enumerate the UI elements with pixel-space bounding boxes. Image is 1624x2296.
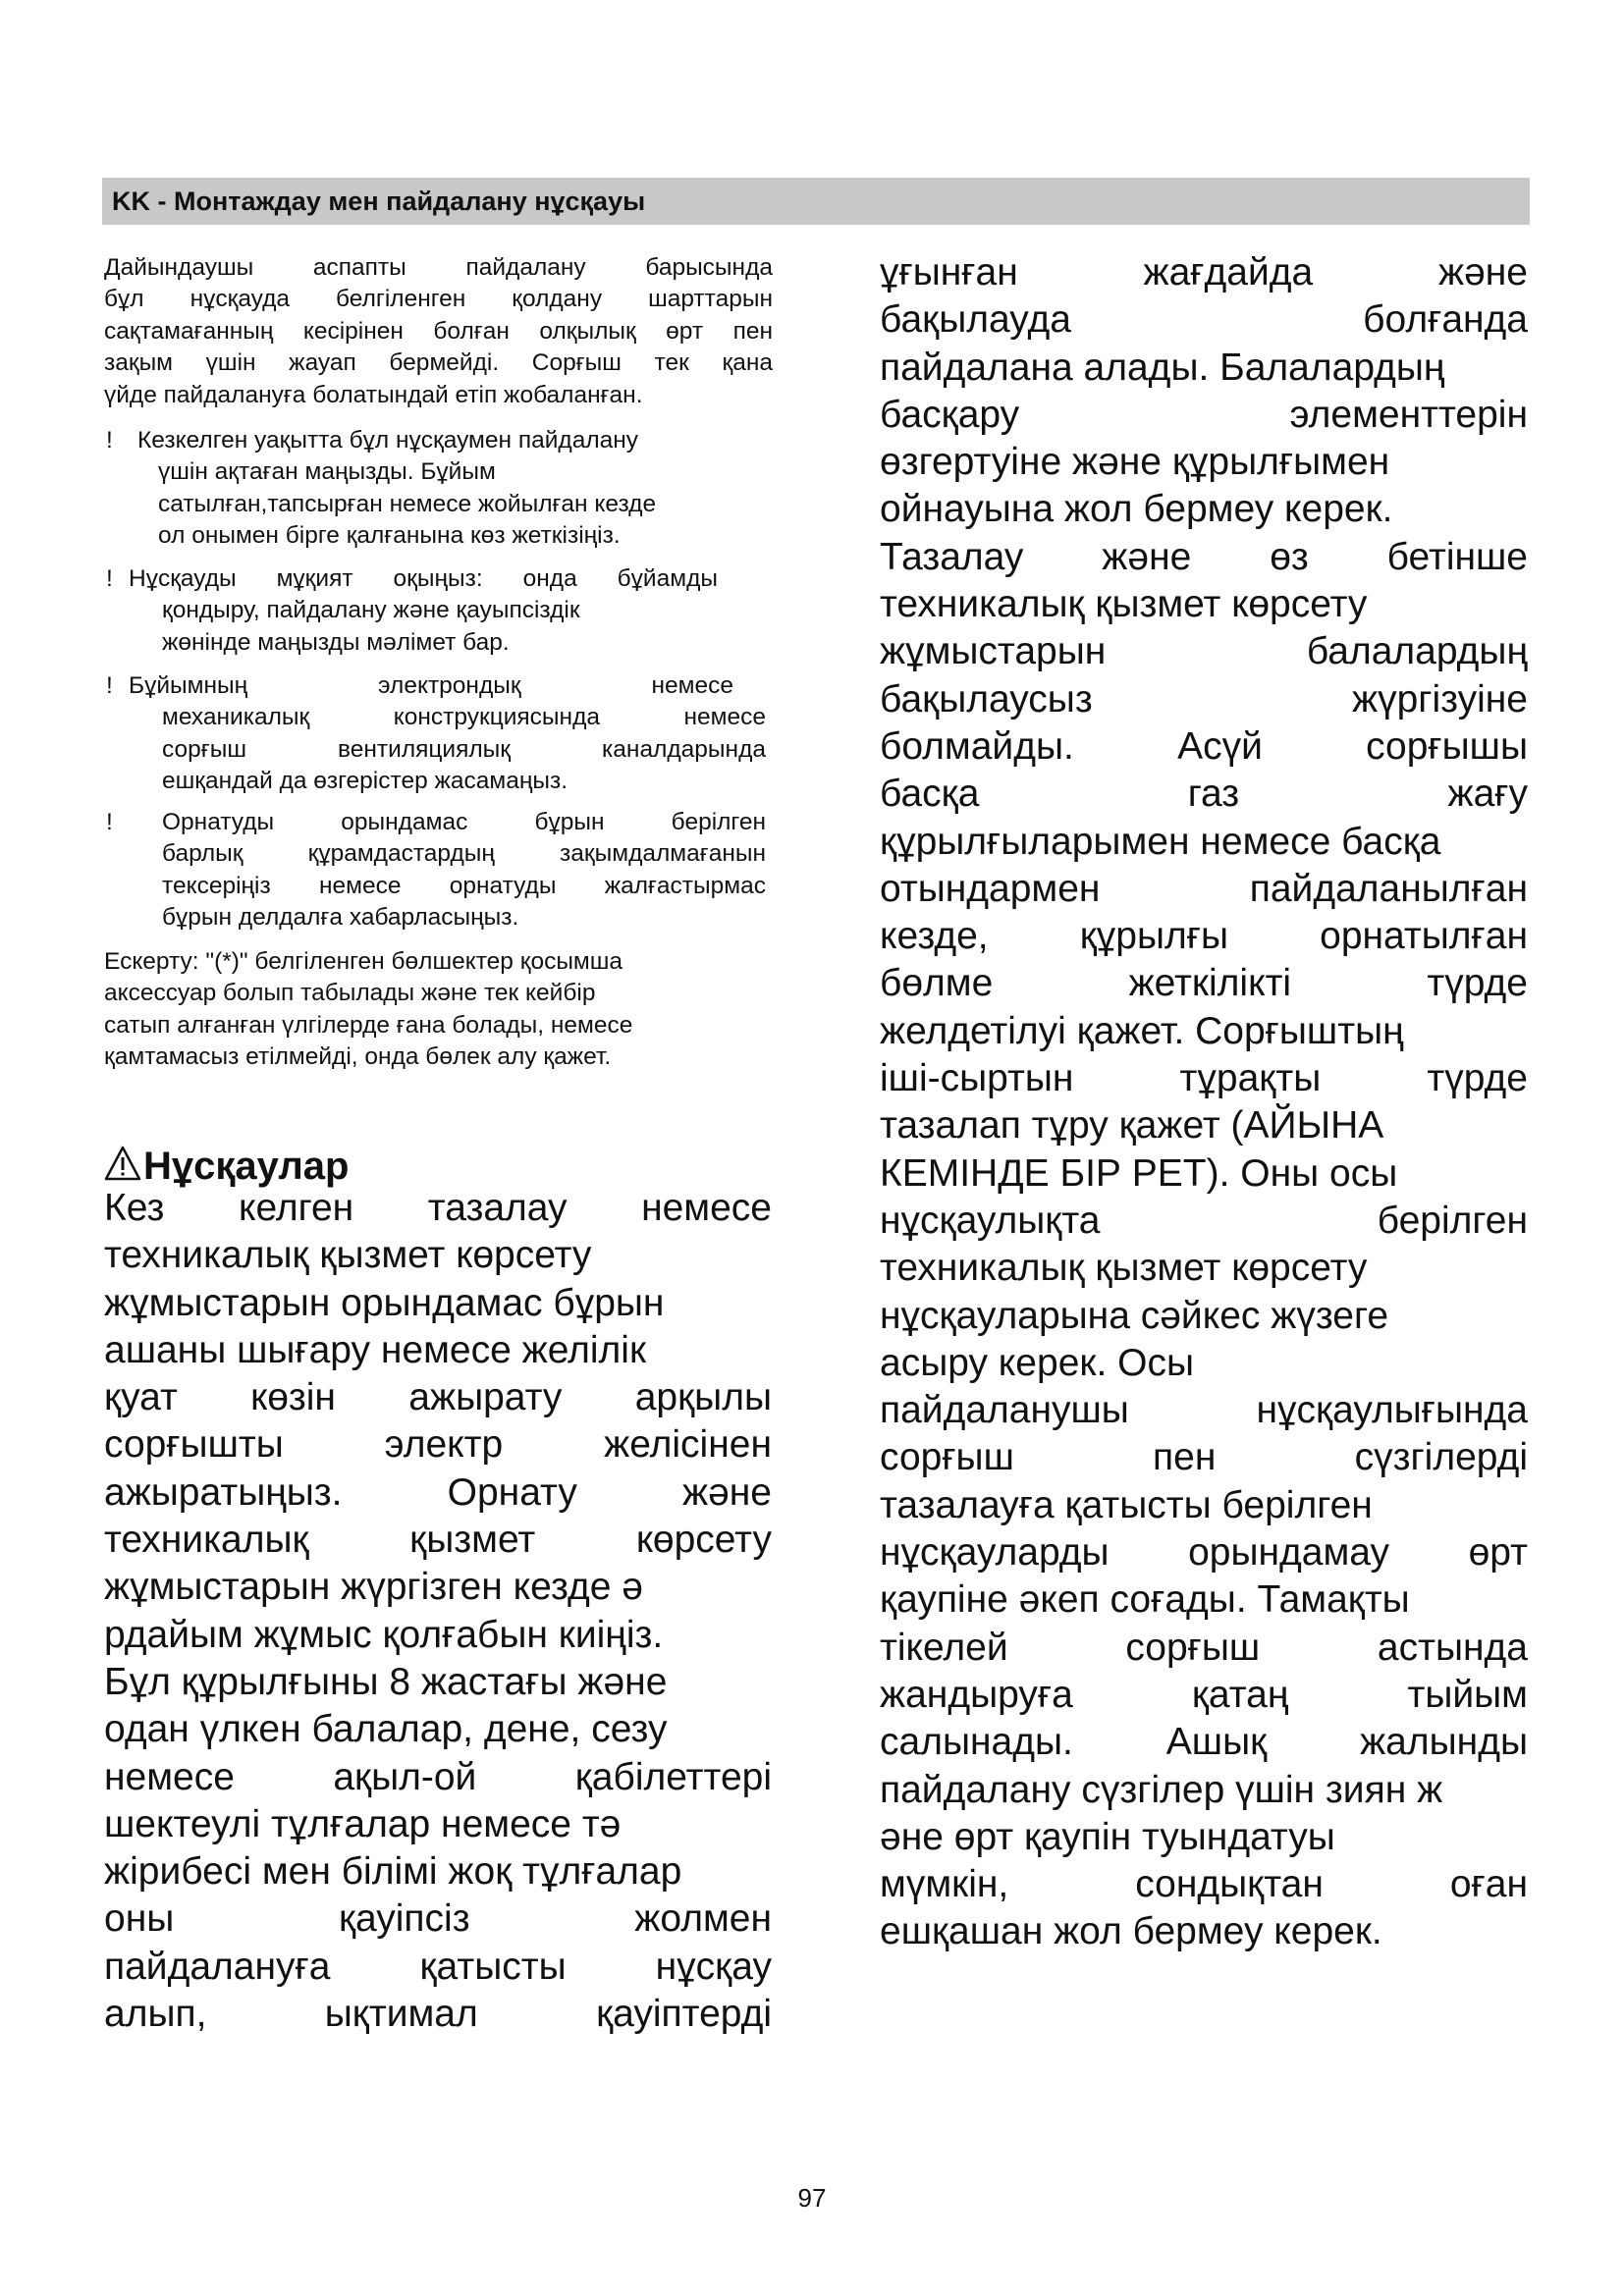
- note-line: бұрын делдалға хабарласыңыз.: [162, 904, 519, 932]
- note-mark: !: [106, 565, 113, 592]
- note-paragraph-cont: [162, 595, 702, 659]
- intro-line: зақым үшін жауап бермейді. Сорғыш тек қана: [104, 349, 773, 377]
- note-line: механикалық конструкциясында немесе: [162, 704, 766, 731]
- instructions-line: Бұл құрылғыны 8 жастағы және: [104, 1660, 668, 1703]
- note-mark: !: [106, 809, 113, 835]
- instructions-line: қуат көзін ажырату арқылы: [104, 1376, 772, 1419]
- note-line: жөнінде маңызды мәлімет бар.: [162, 628, 510, 656]
- instructions-line: рдайым жұмыс қолғабын киіңіз.: [104, 1613, 664, 1656]
- remark-line: Ескерту: "(*)" белгіленген бөлшектер қосымша: [104, 948, 623, 975]
- note-paragraph-cont: [158, 456, 767, 552]
- note-line: Кезкелген уақытта бұл нұсқаумен пайдалану: [137, 427, 639, 454]
- instructions-line: қаупіне әкеп соғады. Тамақты: [880, 1578, 1410, 1622]
- note-line: үшін ақтаған маңызды. Бұйым: [158, 458, 496, 486]
- intro-line: бұл нұсқауда белгіленген қолдану шарттарын: [104, 286, 773, 313]
- instructions-line: өзгертуіне және құрылғымен: [880, 441, 1390, 484]
- instructions-line: ешқашан жол бермеу керек.: [880, 1910, 1382, 1953]
- note-mark: !: [106, 427, 113, 454]
- note-mark: !: [106, 672, 113, 699]
- instructions-left-column: [104, 1185, 772, 2038]
- instructions-line: нұсқаулықта берілген: [880, 1199, 1528, 1242]
- remark-paragraph: [104, 946, 752, 1074]
- instructions-line: ажыратыңыз. Орнату және: [104, 1470, 772, 1514]
- instructions-line: тазалауға қатысты берілген: [880, 1483, 1373, 1526]
- instructions-line: болмайды. Асүй сорғышы: [880, 724, 1528, 768]
- remark-line: аксессуар болып табылады және тек кейбір: [104, 980, 596, 1007]
- instructions-line: іші-сыртын тұрақты түрде: [880, 1057, 1528, 1100]
- intro-line: Дайындаушы аспапты пайдалану барысында: [104, 254, 773, 281]
- instructions-heading-text: Нұсқаулар: [143, 1145, 350, 1188]
- instructions-line: ұғынған жағдайда және: [880, 251, 1528, 294]
- remark-line: қамтамасыз етілмейді, онда бөлек алу қажет.: [104, 1043, 612, 1071]
- instructions-line: сорғыш пен сүзгілерді: [880, 1436, 1528, 1479]
- instructions-line: техникалық қызмет көрсету: [880, 583, 1368, 626]
- instructions-line: асыру керек. Осы: [880, 1341, 1194, 1384]
- instructions-line: бақылаусыз жүргізуіне: [880, 677, 1528, 721]
- instructions-line: бақылауда болғанда: [880, 298, 1528, 342]
- instructions-line: тікелей сорғыш астында: [880, 1626, 1528, 1669]
- instructions-line: нұсқауларына сәйкес жүзеге: [880, 1294, 1389, 1337]
- instructions-line: құрылғыларымен немесе басқа: [880, 820, 1441, 863]
- note-line: сатылған,тапсырған немесе жойылған кезде: [158, 490, 657, 517]
- instructions-line: пайдалануға қатысты нұсқау: [104, 1945, 772, 1988]
- instructions-line: отындармен пайдаланылған: [880, 867, 1528, 910]
- intro-line: сақтамағанның кесірінен болған олқылық өрт пен: [104, 317, 773, 345]
- instructions-line: тазалап тұру қажет (АЙЫНА: [880, 1104, 1384, 1148]
- instructions-line: жандыруға қатаң тыйым: [880, 1673, 1528, 1716]
- instructions-line: желдетілуі қажет. Сорғыштың: [880, 1009, 1404, 1052]
- instructions-line: ашаны шығару немесе желілік: [104, 1328, 647, 1371]
- instructions-heading: [104, 1142, 349, 1191]
- instructions-line: жұмыстарын орындамас бұрын: [104, 1281, 665, 1324]
- intro-line: үйде пайдалануға болатындай етіп жобаланған.: [104, 381, 643, 408]
- note-paragraph: [129, 563, 718, 595]
- instructions-line: нұсқауларды орындамау өрт: [880, 1531, 1528, 1575]
- instructions-line: техникалық қызмет көрсету: [880, 1247, 1368, 1290]
- instructions-line: әне өрт қаупін туындатуы: [880, 1815, 1335, 1858]
- instructions-line: сорғышты электр желісінен: [104, 1423, 772, 1467]
- instructions-line: Тазалау және өз бетінше: [880, 535, 1528, 578]
- instructions-right-column: [880, 249, 1528, 1956]
- instructions-line: салынады. Ашық жалынды: [880, 1721, 1528, 1764]
- instructions-line: басқару элементтерін: [880, 393, 1528, 436]
- instructions-line: ойнауына жол бермеу керек.: [880, 488, 1393, 531]
- note-paragraph: [129, 670, 733, 702]
- note-line: ешқандай да өзгерістер жасамаңыз.: [162, 768, 568, 795]
- instructions-line: кезде, құрылғы орнатылған: [880, 915, 1528, 958]
- note-paragraph: [137, 425, 727, 456]
- instructions-line: алып, ықтимал қауіптерді: [104, 1993, 772, 2036]
- instructions-line: пайдалана алады. Балалардың: [880, 346, 1445, 389]
- remark-line: сатып алғанған үлгілерде ғана болады, немесе: [104, 1011, 633, 1039]
- note-line: сорғыш вентиляциялық каналдарында: [162, 735, 766, 763]
- intro-paragraph: [104, 252, 773, 411]
- note-line: тексеріңіз немесе орнатуды жалғастырмас: [162, 872, 766, 899]
- section-header: KK - Монтаждау мен пайдалану нұсқауы: [102, 178, 1530, 225]
- note-line: Нұсқауды мұқият оқыңыз: онда бұйамды: [129, 565, 718, 592]
- instructions-line: жұмыстарын жүргізген кезде ә: [104, 1566, 643, 1609]
- instructions-line: оны қауіпсіз жолмен: [104, 1897, 772, 1941]
- note-paragraph-cont: [162, 702, 766, 797]
- instructions-line: жұмыстарын балалардың: [880, 630, 1528, 673]
- instructions-line: немесе ақыл-ой қабілеттері: [104, 1755, 772, 1798]
- instructions-line: басқа газ жағу: [880, 773, 1528, 816]
- instructions-line: мүмкін, сондықтан оған: [880, 1863, 1528, 1906]
- note-paragraph: [162, 807, 766, 934]
- instructions-line: шектеулі тұлғалар немесе тә: [104, 1802, 622, 1845]
- instructions-line: КЕМІНДЕ БІР РЕТ). Оны осы: [880, 1151, 1398, 1195]
- instructions-line: пайдаланушы нұсқаулығында: [880, 1389, 1528, 1432]
- instructions-line: одан үлкен балалар, дене, сезу: [104, 1708, 668, 1751]
- instructions-line: техникалық қызмет көрсету: [104, 1234, 592, 1277]
- instructions-line: Кез келген тазалау немесе: [104, 1187, 772, 1229]
- note-line: барлық құрамдастардың зақымдалмағанын: [162, 840, 766, 868]
- instructions-line: техникалық қызмет көрсету: [104, 1519, 772, 1562]
- instructions-line: пайдалану сүзгілер үшін зиян ж: [880, 1768, 1443, 1811]
- instructions-line: бөлме жеткілікті түрде: [880, 962, 1528, 1005]
- note-line: Бұйымның электрондық немесе: [129, 672, 733, 699]
- note-line: қондыру, пайдалану және қауыпсіздік: [162, 597, 580, 624]
- instructions-line: жірибесі мен білімі жоқ тұлғалар: [104, 1850, 682, 1894]
- warning-icon: [104, 1146, 141, 1181]
- note-line: Орнатуды орындамас бұрын берілген: [162, 809, 766, 835]
- note-line: ол онымен бірге қалғанына көз жеткізіңіз.: [158, 522, 621, 550]
- page-number: 97: [797, 2183, 827, 2213]
